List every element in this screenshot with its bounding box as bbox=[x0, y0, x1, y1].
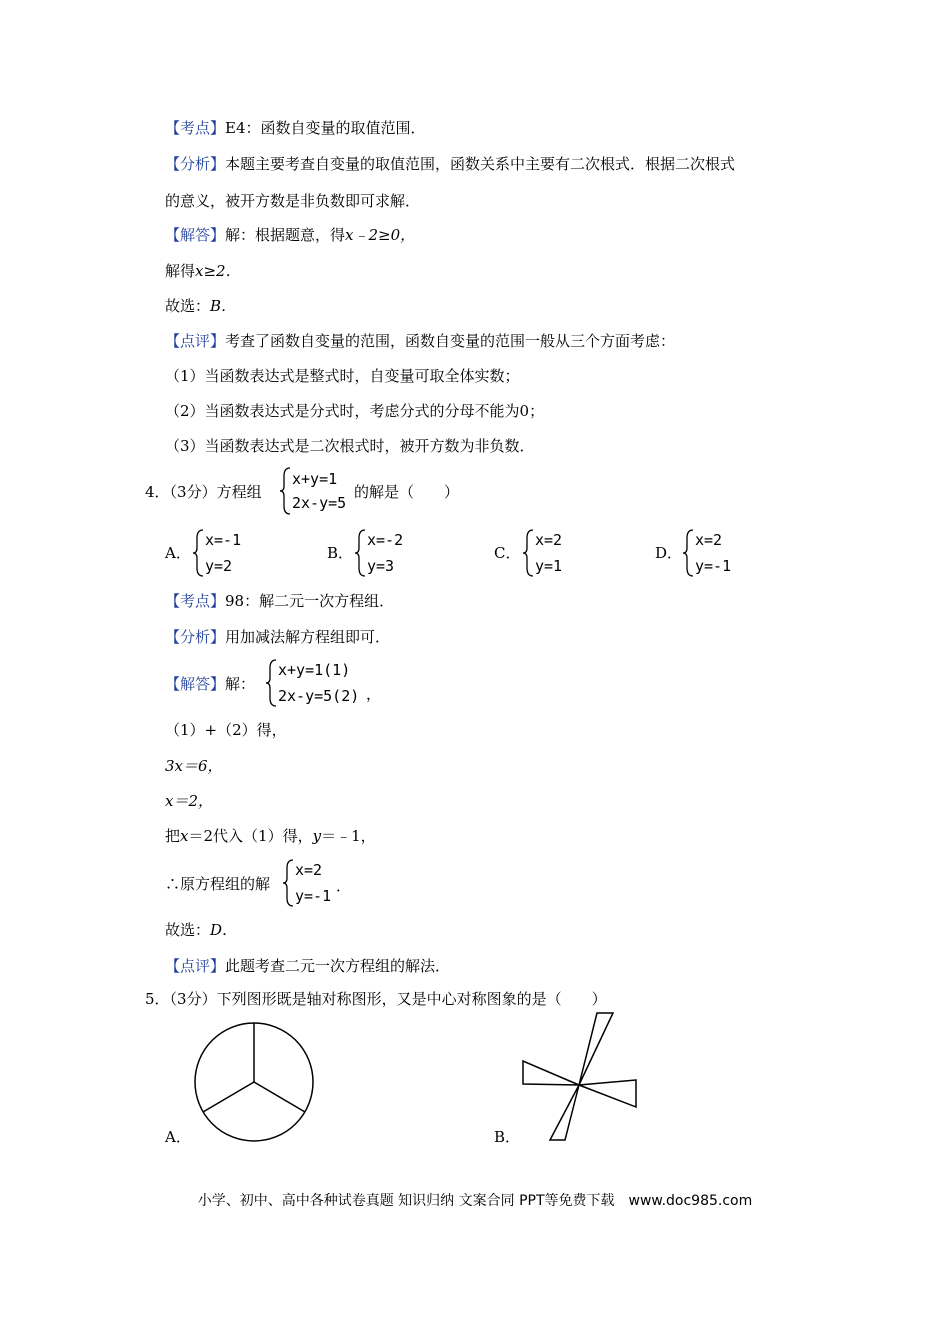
system-eq-2: 2x-y=5(2) bbox=[278, 687, 360, 705]
dianping-line-3 bbox=[165, 331, 675, 351]
step-4-a: 把 bbox=[165, 827, 181, 845]
option-eq-2: y=1 bbox=[535, 557, 563, 575]
option-d-label: D． bbox=[655, 544, 683, 562]
fenxi-line-4 bbox=[165, 627, 390, 647]
point-1: （1）当函数表达式是整式时，自变量可取全体实数； bbox=[165, 367, 520, 385]
dianping-text: 此题考查二元一次方程组的解法． bbox=[225, 957, 451, 975]
option-eq-2: y=-1 bbox=[695, 557, 732, 575]
choose-answer: B． bbox=[210, 297, 237, 315]
brace-icon bbox=[280, 466, 292, 516]
dianping-tag: 【点评】 bbox=[165, 332, 226, 350]
kaodian-text: 98：解二元一次方程组． bbox=[225, 592, 395, 610]
option-c-system bbox=[523, 528, 593, 578]
brace-icon bbox=[193, 528, 205, 578]
jieda-tag: 【解答】 bbox=[165, 675, 226, 693]
step-4-var-y: y bbox=[312, 827, 322, 845]
system-eq-2: 2x-y=5 bbox=[292, 494, 347, 512]
pinwheel-figure bbox=[518, 1010, 642, 1146]
option-c-label: C． bbox=[494, 544, 521, 562]
step-3: x＝2， bbox=[165, 792, 214, 810]
step-4-c: ＝﹣1， bbox=[321, 827, 376, 845]
brace-icon bbox=[523, 528, 535, 578]
brace-icon bbox=[266, 658, 278, 708]
kaodian-tag: 【考点】 bbox=[165, 119, 226, 137]
point-2: （2）当函数表达式是分式时，考虑分式的分母不能为0； bbox=[165, 402, 545, 420]
result-eq-1: x=2 bbox=[295, 861, 323, 879]
option-eq-1: x=-1 bbox=[205, 531, 242, 549]
fenxi-text: 用加减法解方程组即可． bbox=[225, 628, 391, 646]
option-eq-1: x=2 bbox=[695, 531, 723, 549]
fenxi-text-cont: 的意义，被开方数是非负数即可求解． bbox=[165, 192, 421, 210]
kaodian-line-3 bbox=[165, 118, 426, 138]
option-b-system bbox=[355, 528, 425, 578]
brace-icon bbox=[283, 858, 295, 908]
option-eq-1: x=2 bbox=[535, 531, 563, 549]
kaodian-line-4 bbox=[165, 591, 394, 611]
circle-figure bbox=[190, 1018, 320, 1146]
dianping-tag: 【点评】 bbox=[165, 957, 226, 975]
choose-answer: D． bbox=[210, 921, 238, 939]
jieda-expr: x﹣2≥0， bbox=[345, 226, 416, 244]
choose-line-4 bbox=[165, 920, 237, 940]
fenxi-text: 本题主要考查自变量的取值范围，函数关系中主要有二次根式．根据二次根式 bbox=[225, 155, 736, 173]
q5-option-a: A． bbox=[165, 1128, 191, 1146]
step-2: 3x＝6， bbox=[165, 757, 223, 775]
jieda-text: 解：根据题意，得 bbox=[225, 226, 346, 244]
page-footer: 小学、初中、高中各种试卷真题 知识归纳 文案合同 PPT等免费下载 www.doc985.com bbox=[197, 1193, 753, 1209]
result-eq-2: y=-1 bbox=[295, 887, 332, 905]
choose-label: 故选： bbox=[165, 297, 211, 315]
step-1: （1）+（2）得， bbox=[165, 721, 287, 739]
system-eq-1: x+y=1 bbox=[292, 470, 338, 488]
fenxi-line-3 bbox=[165, 154, 735, 174]
solve-expr: x≥2． bbox=[195, 262, 241, 280]
choose-label: 故选： bbox=[165, 921, 211, 939]
brace-icon bbox=[355, 528, 367, 578]
jieda-text: 解： bbox=[225, 675, 256, 693]
option-eq-2: y=3 bbox=[367, 557, 395, 575]
fenxi-tag: 【分析】 bbox=[165, 155, 226, 173]
jieda-line-3 bbox=[165, 225, 415, 245]
dianping-text: 考查了函数自变量的范围，函数自变量的范围一般从三个方面考虑： bbox=[225, 332, 676, 350]
kaodian-text: E4：函数自变量的取值范围． bbox=[225, 119, 426, 137]
q5-stem: 5．（3分）下列图形既是轴对称图形，又是中心对称图象的是（ ） bbox=[145, 990, 607, 1008]
option-eq-1: x=-2 bbox=[367, 531, 404, 549]
fenxi-tag: 【分析】 bbox=[165, 628, 226, 646]
solve-line bbox=[165, 261, 241, 281]
choose-line-3 bbox=[165, 296, 236, 316]
system-eq-1: x+y=1(1) bbox=[278, 661, 351, 679]
jieda-tail: ， bbox=[366, 685, 382, 703]
result-tail: ． bbox=[336, 877, 352, 895]
point-3: （3）当函数表达式是二次根式时，被开方数为非负数． bbox=[165, 437, 535, 455]
dianping-line-4 bbox=[165, 956, 450, 976]
jieda-system bbox=[266, 658, 376, 708]
kaodian-tag: 【考点】 bbox=[165, 592, 226, 610]
option-b-label: B． bbox=[327, 544, 354, 562]
option-d-system bbox=[683, 528, 753, 578]
step-4-var-x: x bbox=[180, 827, 189, 845]
step-4 bbox=[165, 826, 376, 846]
option-a-system bbox=[193, 528, 263, 578]
jieda-tag: 【解答】 bbox=[165, 226, 226, 244]
jieda-line-4 bbox=[165, 674, 255, 694]
solve-label: 解得 bbox=[165, 262, 196, 280]
option-eq-2: y=2 bbox=[205, 557, 233, 575]
brace-icon bbox=[683, 528, 695, 578]
q4-stem-end: 的解是（ ） bbox=[354, 483, 460, 501]
step-4-b: ＝2代入（1）得， bbox=[188, 827, 313, 845]
result-text: ∴原方程组的解 bbox=[165, 875, 271, 893]
q5-option-b: B． bbox=[494, 1128, 521, 1146]
q4-stem-system bbox=[280, 466, 360, 516]
option-a-label: A． bbox=[165, 544, 191, 562]
q4-stem-start: 4．（3分）方程组 bbox=[145, 483, 262, 501]
